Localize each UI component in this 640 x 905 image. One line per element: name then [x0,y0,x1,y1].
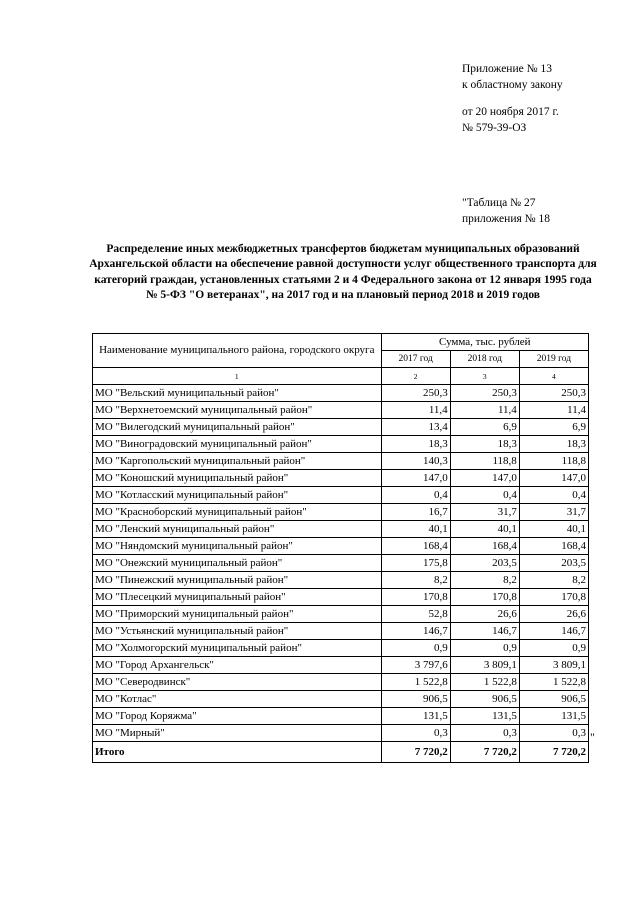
value-2019: 203,5 [519,555,588,572]
appendix-line: Приложение № 13 [462,63,552,75]
value-2018: 26,6 [450,606,519,623]
municipality-name: МО "Вельский муниципальный район" [93,385,382,402]
allocation-table [92,333,589,763]
value-2019: 31,7 [519,504,588,521]
value-2018: 203,5 [450,555,519,572]
value-2019: 168,4 [519,538,588,555]
municipality-name: МО "Каргопольский муниципальный район" [93,453,382,470]
value-2017: 140,3 [381,453,450,470]
municipality-name: МО "Город Архангельск" [93,657,382,674]
value-2019: 250,3 [519,385,588,402]
value-2018: 18,3 [450,436,519,453]
value-2019: 6,9 [519,419,588,436]
value-2017: 1 522,8 [381,674,450,691]
value-2018: 131,5 [450,708,519,725]
value-2017: 13,4 [381,419,450,436]
table-note [462,196,550,227]
table-note-line: приложения № 18 [462,212,550,225]
value-2018: 3 809,1 [450,657,519,674]
value-2018: 6,9 [450,419,519,436]
value-2018: 1 522,8 [450,674,519,691]
value-2019: 3 809,1 [519,657,588,674]
municipality-name: МО "Верхнетоемский муниципальный район" [93,402,382,419]
value-2019: 40,1 [519,521,588,538]
municipality-name: МО "Пинежский муниципальный район" [93,572,382,589]
column-header-year: 2017 год [381,351,450,368]
table-row [93,606,589,623]
municipality-name: МО "Мирный" [93,725,382,742]
value-2018: 8,2 [450,572,519,589]
value-2017: 18,3 [381,436,450,453]
value-2017: 175,8 [381,555,450,572]
value-2017: 0,3 [381,725,450,742]
value-2017: 52,8 [381,606,450,623]
total-label: Итого [93,742,382,763]
table-row [93,470,589,487]
table-row [93,521,589,538]
table-row [93,640,589,657]
total-2017: 7 720,2 [381,742,450,763]
column-number: 2 [381,368,450,385]
value-2018: 170,8 [450,589,519,606]
municipality-name: МО "Котласский муниципальный район" [93,487,382,504]
column-number: 4 [519,368,588,385]
value-2019: 8,2 [519,572,588,589]
municipality-name: МО "Приморский муниципальный район" [93,606,382,623]
value-2019: 131,5 [519,708,588,725]
table-row [93,538,589,555]
column-header-name: Наименование муниципального района, городского округа [93,334,382,368]
municipality-name: МО "Онежский муниципальный район" [93,555,382,572]
value-2018: 0,9 [450,640,519,657]
value-2017: 906,5 [381,691,450,708]
value-2019: 118,8 [519,453,588,470]
table-row [93,657,589,674]
table-row [93,572,589,589]
value-2018: 31,7 [450,504,519,521]
table-row [93,674,589,691]
municipality-name: МО "Вилегодский муниципальный район" [93,419,382,436]
appendix-line: от 20 ноября 2017 г. [462,106,559,118]
column-number: 1 [93,368,382,385]
value-2017: 3 797,6 [381,657,450,674]
table-note-line: "Таблица № 27 [462,197,536,209]
value-2017: 11,4 [381,402,450,419]
value-2018: 40,1 [450,521,519,538]
value-2017: 0,4 [381,487,450,504]
value-2019: 146,7 [519,623,588,640]
municipality-name: МО "Виноградовский муниципальный район" [93,436,382,453]
value-2018: 168,4 [450,538,519,555]
value-2019: 26,6 [519,606,588,623]
table-body [93,385,589,742]
table-row [93,419,589,436]
value-2017: 16,7 [381,504,450,521]
value-2017: 170,8 [381,589,450,606]
column-header-year: 2018 год [450,351,519,368]
value-2019: 906,5 [519,691,588,708]
total-row [93,742,589,763]
document-title: Распределение иных межбюджетных трансфертов бюджетам муниципальных образований Архангельской области на обеспечение равной доступности услуг общественного транспорта для категорий граждан, установленных статьями 2 и 4 Федерального закона от 12 января 1995 года № 5-ФЗ "О ветеранах", на 2017 год и на плановый период 2018 и 2019 годов [89,243,597,301]
value-2017: 147,0 [381,470,450,487]
municipality-name: МО "Северодвинск" [93,674,382,691]
municipality-name: МО "Няндомский муниципальный район" [93,538,382,555]
value-2018: 0,4 [450,487,519,504]
table-row [93,708,589,725]
column-header-sum: Сумма, тыс. рублей [381,334,588,351]
table-row [93,589,589,606]
value-2017: 0,9 [381,640,450,657]
table-row [93,555,589,572]
value-2017: 146,7 [381,623,450,640]
municipality-name: МО "Котлас" [93,691,382,708]
value-2018: 0,3 [450,725,519,742]
value-2017: 250,3 [381,385,450,402]
municipality-name: МО "Красноборский муниципальный район" [93,504,382,521]
value-2017: 168,4 [381,538,450,555]
municipality-name: МО "Город Коряжма" [93,708,382,725]
table-row [93,402,589,419]
table-row [93,436,589,453]
value-2019: 0,3 [519,725,588,742]
table-row [93,504,589,521]
value-2019: 18,3 [519,436,588,453]
value-2019: 11,4 [519,402,588,419]
table-row [93,453,589,470]
value-2018: 906,5 [450,691,519,708]
table-row [93,385,589,402]
value-2019: 0,9 [519,640,588,657]
value-2019: 147,0 [519,470,588,487]
appendix-header [462,62,563,136]
value-2018: 250,3 [450,385,519,402]
table-row [93,725,589,742]
closing-quote: " [590,730,595,744]
total-2018: 7 720,2 [450,742,519,763]
total-2019: 7 720,2 [519,742,588,763]
municipality-name: МО "Устьянский муниципальный район" [93,623,382,640]
municipality-name: МО "Ленский муниципальный район" [93,521,382,538]
value-2019: 1 522,8 [519,674,588,691]
value-2018: 147,0 [450,470,519,487]
appendix-line: к областному закону [462,78,563,91]
value-2017: 8,2 [381,572,450,589]
column-number: 3 [450,368,519,385]
value-2017: 131,5 [381,708,450,725]
municipality-name: МО "Холмогорский муниципальный район" [93,640,382,657]
table-row [93,623,589,640]
value-2017: 40,1 [381,521,450,538]
value-2019: 0,4 [519,487,588,504]
municipality-name: МО "Плесецкий муниципальный район" [93,589,382,606]
appendix-line: № 579-39-ОЗ [462,121,527,134]
table-row [93,691,589,708]
municipality-name: МО "Коношский муниципальный район" [93,470,382,487]
value-2019: 170,8 [519,589,588,606]
column-header-year: 2019 год [519,351,588,368]
value-2018: 11,4 [450,402,519,419]
value-2018: 146,7 [450,623,519,640]
table-row [93,487,589,504]
value-2018: 118,8 [450,453,519,470]
